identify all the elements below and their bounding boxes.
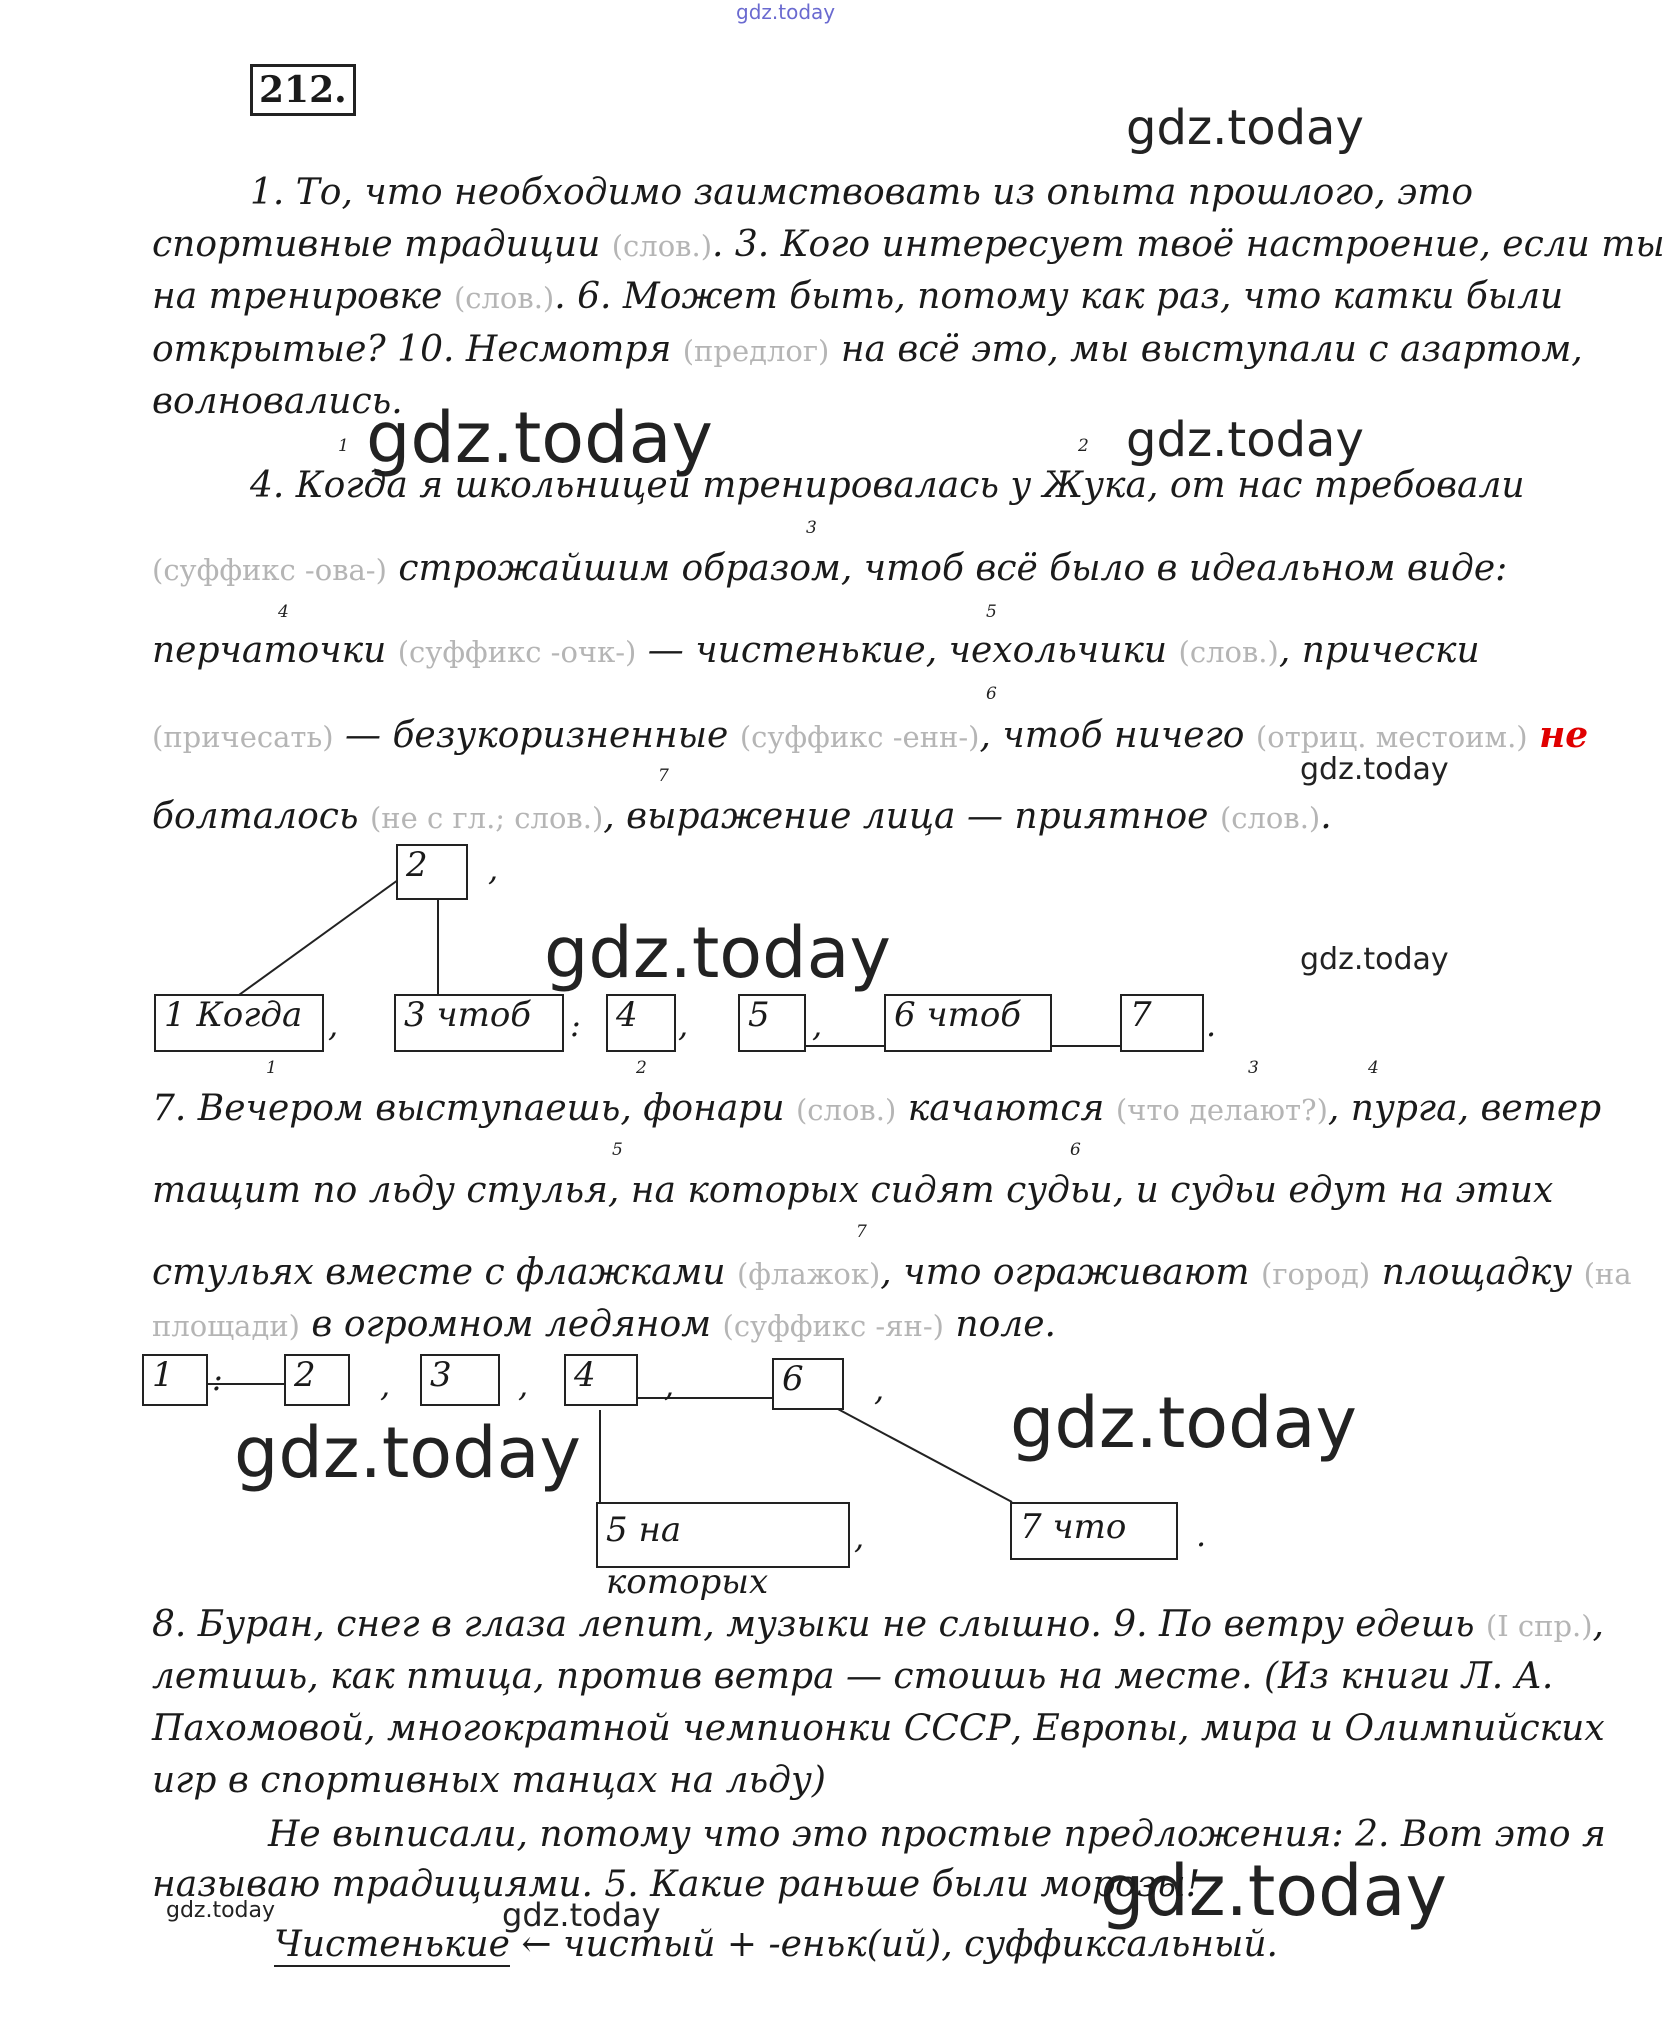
para5-line2: называю традициями. 5. Какие раньше были морозы! bbox=[152, 1864, 1201, 1905]
text: — безукоризненные bbox=[345, 715, 729, 756]
clause-number: 2 bbox=[1078, 436, 1089, 456]
punctuation: , bbox=[518, 1366, 529, 1404]
watermark: gdz.today bbox=[366, 397, 713, 479]
text: , что ограживают bbox=[880, 1252, 1250, 1293]
watermark: gdz.today bbox=[1300, 752, 1449, 787]
scheme2-box: 5 на которых bbox=[596, 1502, 850, 1568]
note: (причесать) bbox=[152, 720, 334, 754]
clause-number: 2 bbox=[636, 1058, 647, 1078]
scheme2-box: 7 что bbox=[1010, 1502, 1178, 1560]
note: (слов.) bbox=[611, 229, 713, 263]
para4-line1 bbox=[152, 1604, 1604, 1645]
para4-line4: игр в спортивных танцах на льду) bbox=[152, 1760, 826, 1801]
para1-line5: волновались. bbox=[152, 381, 403, 422]
punctuation: , bbox=[854, 1518, 865, 1556]
text: , выражение лица — приятное bbox=[603, 796, 1209, 837]
scheme1-box: 5 bbox=[738, 994, 806, 1052]
scheme2-box: 1 bbox=[142, 1354, 208, 1406]
punctuation: , bbox=[380, 1366, 391, 1404]
task-number: 212. bbox=[250, 64, 356, 116]
punctuation: : bbox=[212, 1360, 223, 1398]
note: (слов.) bbox=[795, 1093, 897, 1127]
text: + -еньк(ий), суффиксальный. bbox=[726, 1924, 1278, 1965]
para1-line1: 1. То, что необходимо заимствовать из опыта прошлого, это bbox=[250, 172, 1474, 213]
clause-number: 4 bbox=[1368, 1058, 1379, 1078]
note: (I спр.) bbox=[1485, 1609, 1593, 1643]
scheme2-box: 2 bbox=[284, 1354, 350, 1406]
punctuation: , bbox=[328, 1006, 339, 1044]
note: (слов.) bbox=[1219, 801, 1321, 835]
clause-number: 6 bbox=[1070, 1140, 1081, 1160]
para4-line3: Пахомовой, многократной чемпионки СССР, Европы, мира и Олимпийских bbox=[152, 1708, 1605, 1749]
punctuation: , bbox=[488, 850, 499, 888]
text: 7. Вечером выступаешь, фонари bbox=[152, 1088, 785, 1129]
note: (суффикс -очк-) bbox=[397, 635, 637, 669]
text: на тренировке bbox=[152, 276, 443, 317]
watermark: gdz.today bbox=[1126, 100, 1364, 156]
watermark: gdz.today bbox=[544, 912, 891, 994]
note: (слов.) bbox=[1178, 635, 1279, 669]
clause-number: 7 bbox=[658, 766, 669, 786]
text: поле. bbox=[955, 1304, 1056, 1345]
note: (не с гл.; слов.) bbox=[369, 801, 604, 835]
scheme1-box: 4 bbox=[606, 994, 676, 1052]
text: , чтоб ничего bbox=[979, 715, 1245, 756]
watermark: gdz.today bbox=[502, 1896, 661, 1934]
text: , пурга, ветер bbox=[1327, 1088, 1602, 1129]
text: . 3. Кого интересует твоё настроение, если ты bbox=[712, 224, 1665, 265]
base-word: чистый bbox=[563, 1924, 716, 1965]
punctuation: , bbox=[812, 1006, 823, 1044]
note: (суффикс -ова-) bbox=[152, 553, 387, 587]
watermark: gdz.today bbox=[166, 1898, 276, 1923]
note: (слов.) bbox=[453, 281, 555, 315]
note: (что делают?) bbox=[1115, 1093, 1328, 1127]
para5-line3 bbox=[274, 1924, 1278, 1965]
clause-number: 3 bbox=[806, 518, 817, 538]
punctuation: : bbox=[570, 1006, 581, 1044]
para4-line2: летишь, как птица, против ветра — стоишь на месте. (Из книги Л. А. bbox=[152, 1656, 1554, 1697]
note: (суффикс -ян-) bbox=[722, 1309, 944, 1343]
clause-number: 4 bbox=[278, 602, 289, 622]
clause-number: 5 bbox=[612, 1140, 623, 1160]
text: . 6. Может быть, потому как раз, что катки были bbox=[554, 276, 1564, 317]
scheme1-box: 7 bbox=[1120, 994, 1204, 1052]
text: стульях вместе с флажками bbox=[152, 1252, 726, 1293]
text: качаются bbox=[907, 1088, 1105, 1129]
scheme2-box: 3 bbox=[420, 1354, 500, 1406]
text: площадку bbox=[1381, 1252, 1573, 1293]
clause-number: 1 bbox=[266, 1058, 277, 1078]
word-analysis: Чистенькие bbox=[274, 1924, 510, 1965]
note: площади) bbox=[152, 1309, 300, 1343]
text: на всё это, мы выступали с азартом, bbox=[840, 329, 1583, 370]
watermark-top: gdz.today bbox=[736, 0, 836, 24]
para5-line1: Не выписали, потому что это простые предложения: 2. Вот это я bbox=[268, 1814, 1606, 1855]
text: . bbox=[1320, 796, 1332, 837]
clause-number: 7 bbox=[856, 1222, 867, 1242]
watermark: gdz.today bbox=[234, 1412, 581, 1494]
clause-number: 5 bbox=[986, 602, 997, 622]
watermark: gdz.today bbox=[1100, 1850, 1447, 1932]
punctuation: , bbox=[874, 1370, 885, 1408]
text: спортивные традиции bbox=[152, 224, 601, 265]
text: 8. Буран, снег в глаза лепит, музыки не слышно. 9. По ветру едешь bbox=[152, 1604, 1475, 1645]
watermark: gdz.today bbox=[1010, 1382, 1357, 1464]
para2-line1: 4. Когда я школьницей тренировалась у Жука, от нас требовали bbox=[250, 465, 1525, 506]
clause-number: 6 bbox=[986, 684, 997, 704]
note: (предлог) bbox=[682, 334, 830, 368]
punctuation: . bbox=[1196, 1516, 1207, 1554]
watermark: gdz.today bbox=[1126, 412, 1364, 468]
watermark: gdz.today bbox=[1300, 942, 1449, 977]
text: открытые? 10. Несмотря bbox=[152, 329, 672, 370]
scheme1-box: 6 чтоб bbox=[884, 994, 1052, 1052]
clause-number: 1 bbox=[338, 436, 349, 456]
scheme1-box: 3 чтоб bbox=[394, 994, 564, 1052]
note: (суффикс -енн-) bbox=[739, 720, 980, 754]
scheme2-box: 6 bbox=[772, 1358, 844, 1410]
para3-line2: тащит по льду стулья, на которых сидят судьи, и судьи едут на этих bbox=[152, 1170, 1554, 1211]
note: (город) bbox=[1261, 1257, 1371, 1291]
punctuation: , bbox=[678, 1006, 689, 1044]
text: — чистенькие, чехольчики bbox=[647, 630, 1168, 671]
note: (флажок) bbox=[736, 1257, 881, 1291]
clause-number: 3 bbox=[1248, 1058, 1259, 1078]
note: (на bbox=[1583, 1257, 1632, 1291]
text: , прически bbox=[1278, 630, 1480, 671]
text: болталось bbox=[152, 796, 359, 837]
text: перчаточки bbox=[152, 630, 387, 671]
punctuation: , bbox=[664, 1366, 675, 1404]
note: (отриц. местоим.) bbox=[1255, 720, 1528, 754]
text: не bbox=[1539, 714, 1589, 756]
scheme1-box: 2 bbox=[396, 844, 468, 900]
text: в огромном ледяном bbox=[311, 1304, 712, 1345]
scheme2-box: 4 bbox=[564, 1354, 638, 1406]
arrow-icon: ← bbox=[521, 1924, 552, 1965]
punctuation: . bbox=[1206, 1006, 1217, 1044]
text: строжайшим образом, чтоб всё было в идеальном виде: bbox=[398, 548, 1508, 589]
text: , bbox=[1592, 1604, 1604, 1645]
scheme1-box: 1 Когда bbox=[154, 994, 324, 1052]
